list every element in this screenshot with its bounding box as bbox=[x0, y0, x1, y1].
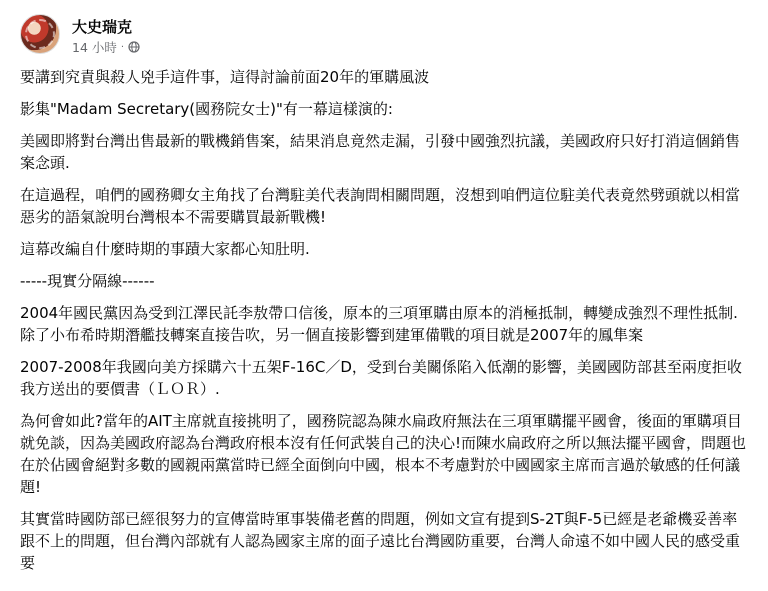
meta-separator: · bbox=[120, 41, 125, 53]
post-paragraph: -----現實分隔線------ bbox=[20, 272, 155, 290]
post-paragraph: 2007-2008年我國向美方採購六十五架F-16C／D，受到台美關係陷入低潮的影響，美國國防部甚至兩度拒收我方送出的要價書（ＬＯＲ）. bbox=[20, 358, 742, 398]
post-time[interactable]: 14 小時 bbox=[72, 40, 117, 55]
globe-icon[interactable] bbox=[128, 41, 140, 53]
avatar[interactable] bbox=[20, 14, 60, 54]
post-paragraph: 影集"Madam Secretary(國務院女士)"有一幕這樣演的: bbox=[20, 100, 393, 118]
post-header bbox=[20, 0, 750, 64]
post-paragraph: 為何會如此?當年的AIT主席就直接挑明了，國務院認為陳水扁政府無法在三項軍購擺平國會，後面的軍購項目就免談，因為美國政府認為台灣政府根本沒有任何武裝自己的決心!而陳水扁政府之所以無法擺平國會，問題也在於佔國會絕對多數的國親兩黨當時已經全面倒向中國，根本不考慮對於中國國家主席而言過於敏感的任何議題! bbox=[20, 412, 747, 496]
author-name[interactable]: 大史瑞克 bbox=[72, 18, 133, 36]
post-paragraph: 美國即將對台灣出售最新的戰機銷售案，結果消息竟然走漏，引發中國強烈抗議，美國政府只好打消這個銷售案念頭. bbox=[20, 132, 741, 172]
post-meta bbox=[72, 38, 140, 56]
post-paragraph: 2004年國民黨因為受到江澤民託李敖帶口信後，原本的三項軍購由原本的消極抵制，轉變成強烈不理性抵制.除了小布希時期潛艦技轉案直接告吹，另一個直接影響到建軍備戰的項目就是2007年的鳳隼案 bbox=[20, 304, 738, 344]
post-paragraph: 要講到究責與殺人兇手這件事，這得討論前面20年的軍購風波 bbox=[20, 68, 430, 86]
post-paragraph: 其實當時國防部已經很努力的宣傳當時軍事裝備老舊的問題，例如文宣有提到S-2T與F-5已經是老爺機妥善率跟不上的問題，但台灣內部就有人認為國家主席的面子遠比台灣國防重要，台灣人命遠不如中國人民的感受重要 bbox=[20, 510, 741, 572]
post-body bbox=[20, 66, 750, 584]
post-paragraph: 這幕改編自什麼時期的事蹟大家都心知肚明. bbox=[20, 240, 310, 258]
post-paragraph: 在這過程，咱們的國務卿女主角找了台灣駐美代表詢問相關問題，沒想到咱們這位駐美代表竟然劈頭就以相當惡劣的語氣說明台灣根本不需要購買最新戰機! bbox=[20, 186, 741, 226]
